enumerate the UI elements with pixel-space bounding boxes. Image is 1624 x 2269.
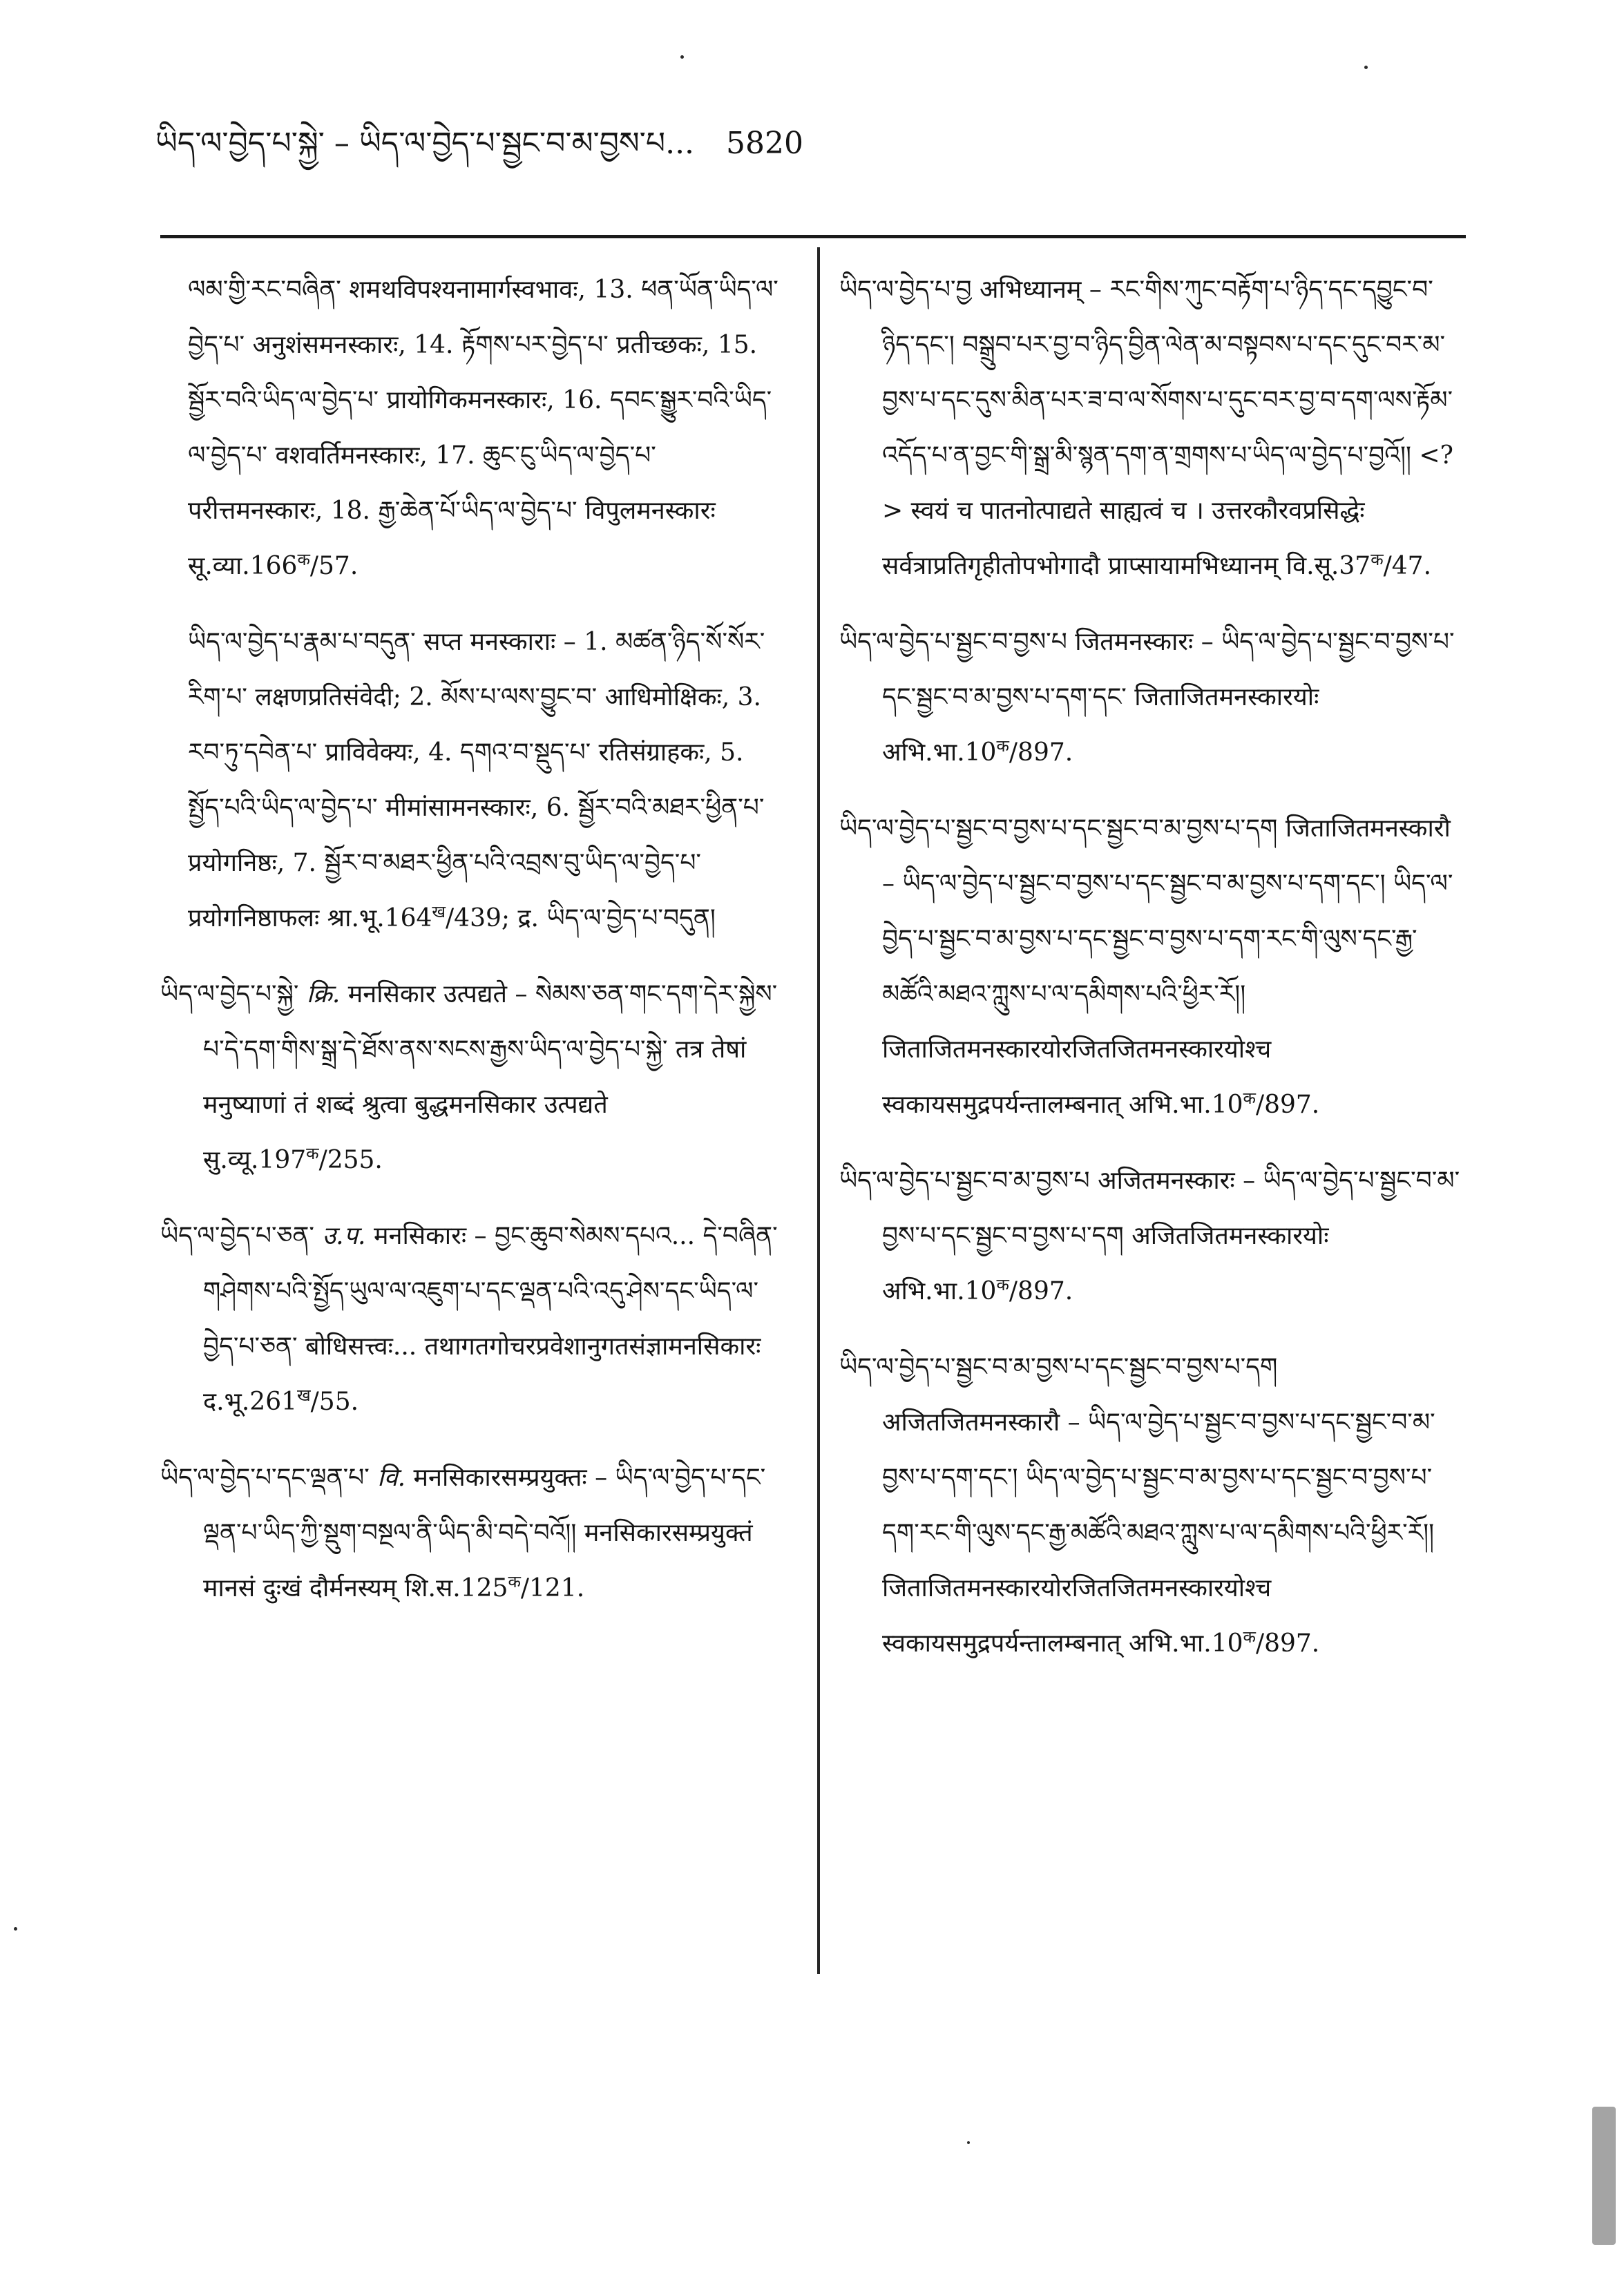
grammar-label: वि.	[377, 1464, 406, 1492]
headword: ཡིད་ལ་བྱེད་པ་སྦྱང་བ་བྱས་པ་དང་སྦྱང་བ་མ་བྱས་པ་དག	[839, 814, 1278, 843]
grammar-label: क्रि.	[306, 980, 341, 1008]
scan-speck	[967, 2141, 970, 2144]
headword: ཡིད་ལ་བྱེད་པ་དང་ལྡན་པ་	[160, 1464, 370, 1492]
headword: ཡིད་ལ་བྱེད་པ་སྦྱང་བ་བྱས་པ	[839, 628, 1067, 656]
entry-can: ཡིད་ལ་བྱེད་པ་ཅན་ उ.प. मनसिकारः – བྱང་ཆུབ་སེམས་དཔའ... དེ་བཞིན་གཤེགས་པའི་སྤྱོད་ཡུལ་ལ་འཇུག་པ་དང་ལྡན་པའི་འདུ་ཤེས་དང་ཡིད་ལ་བྱེད་པ་ཅན་ बोधिसत्त्वः... तथागतगोचरप्रवेशानुगतसंज्ञामनसिकारः $द.भू.261^ख/55$.	[160, 1222, 778, 1416]
entry-continuation: ལམ་གྱི་རང་བཞིན་ शमथविपश्यनामार्गस्वभावः, 13. ཕན་ཡོན་ཡིད་ལ་བྱེད་པ་ अनुशंसमनस्कारः, 14. རྟོགས་པར་བྱེད་པ་ प्रतीच्छकः, 15. སྦྱོར་བའི་ཡིད་ལ་བྱེད་པ་ प्रायोगिकमनस्कारः, 16. དབང་སྒྱུར་བའི་ཡིད་ལ་བྱེད་པ་ वशवर्तिमनस्कारः, 17. ཆུང་ངུ་ཡིད་ལ་བྱེད་པ་ परीत्तमनस्कारः, 18. རྒྱ་ཆེན་པོ་ཡིད་ལ་བྱེད་པ་ विपुलमनस्कारः $सू.व्या.166^क/57$.	[188, 276, 778, 580]
entry-ldan: ཡིད་ལ་བྱེད་པ་དང་ལྡན་པ་ वि. मनसिकारसम्प्रयुक्तः – ཡིད་ལ་བྱེད་པ་དང་ལྡན་པ་ཡིད་ཀྱི་སྡུག་བསྔལ་ནི་ཡིད་མི་བདེ་བའོ།། मनसिकारसम्प्रयुक्तं मानसं दुःखं दौर्मनस्यम् $शि.स.125^क/121$.	[160, 1464, 766, 1602]
scan-speck	[1364, 66, 1368, 69]
headword: ཡིད་ལ་བྱེད་པ་ཅན་	[160, 1222, 314, 1250]
grammar-label: उ.प.	[322, 1222, 366, 1250]
entry-ajita: ཡིད་ལ་བྱེད་པ་སྦྱང་བ་མ་བྱས་པ अजितमनस्कारः – ཡིད་ལ་བྱེད་པ་སྦྱང་བ་མ་བྱས་པ་དང་སྦྱང་བ་བྱས་པ་དག अजितजितमनस्कारयोः $अभि.भा.10^क/897$.	[839, 1167, 1460, 1305]
running-header	[155, 123, 874, 164]
scan-speck	[680, 55, 684, 59]
entry-seven-mental-activities: ཡིད་ལ་བྱེད་པ་རྣམ་པ་བདུན་ सप्त मनस्काराः – 1. མཚན་ཉིད་སོ་སོར་རིག་པ་ लक्षणप्रतिसंवेदी; 2. མོས་པ་ལས་བྱུང་བ་ आधिमोक्षिकः, 3. རབ་ཏུ་དབེན་པ་ प्राविवेक्यः, 4. དགའ་བ་སྡུད་པ་ रतिसंग्राहकः, 5. སྤྱོད་པའི་ཡིད་ལ་བྱེད་པ་ मीमांसामनस्कारः, 6. སྦྱོར་བའི་མཐར་ཕྱིན་པ་ प्रयोगनिष्ठः, 7. སྦྱོར་བ་མཐར་ཕྱིན་པའི་འབྲས་བུ་ཡིད་ལ་བྱེད་པ་ प्रयोगनिष्ठाफलः $श्रा.भू.164^ख/439$; द्र. ཡིད་ལ་བྱེད་པ་བདུན།	[188, 628, 765, 932]
headword: ཡིད་ལ་བྱེད་པ་བྱ	[839, 276, 972, 304]
entry-ajitajita: ཡིད་ལ་བྱེད་པ་སྦྱང་བ་མ་བྱས་པ་དང་སྦྱང་བ་བྱས་པ་དག अजितजितमनस्कारौ – ཡིད་ལ་བྱེད་པ་སྦྱང་བ་བྱས་པ་དང་སྦྱང་བ་མ་བྱས་པ་དག་དང་། ཡིད་ལ་བྱེད་པ་སྦྱང་བ་མ་བྱས་པ་དང་སྦྱང་བ་བྱས་པ་དག་རང་གི་ལུས་དང་རྒྱ་མཚོའི་མཐའ་ཀླུས་པ་ལ་དམིགས་པའི་ཕྱིར་རོ།། जिताजितमनस्कारयोरजितजितमनस्कारयोश्च स्वकायसमुद्रपर्यन्तालम्बनात् $अभि.भा.10^क/897$.	[839, 1353, 1435, 1658]
entry-jita: ཡིད་ལ་བྱེད་པ་སྦྱང་བ་བྱས་པ जितमनस्कारः – ཡིད་ལ་བྱེད་པ་སྦྱང་བ་བྱས་པ་དང་སྦྱང་བ་མ་བྱས་པ་དག་དང་ जिताजितमनस्कारयोः $अभि.भा.10^क/897$.	[839, 628, 1455, 767]
column-divider	[817, 247, 820, 1974]
scan-edge-noise	[1592, 2107, 1616, 2245]
headword: ཡིད་ལ་བྱེད་པ་སྦྱང་བ་མ་བྱས་པ་དང་སྦྱང་བ་བྱས་པ་དག	[839, 1353, 1278, 1381]
headword: ཡིད་ལ་བྱེད་པ་སྐྱེ་	[160, 980, 299, 1008]
scan-speck	[14, 1927, 17, 1931]
entry-bya: ཡིད་ལ་བྱེད་པ་བྱ अभिध्यानम् – རང་གིས་ཀུང་བརྟོག་པ་ཉིད་དང་དབྱུང་བ་ཉིད་དང་། བསྒྲུབ་པར་བྱ་བ་ཉིད་བྱིན་ལེན་མ་བསྟབས་པ་དང་དུང་བར་མ་བྱས་པ་དང་དུས་མིན་པར་ཟ་བ་ལ་སོགས་པ་དུང་བར་བྱ་བ་དག་ལས་རྟོམ་འདོད་པ་ན་བྱང་གི་སྒྲ་མི་སྙན་དག་ན་གྲགས་པ་ཡིད་ལ་བྱེད་པ་བྱའོ།། <?> स्वयं च पातनोत्पाद्यते साह्यत्वं च । उत्तरकौरवप्रसिद्धेः सर्वत्राप्रतिगृहीतोपभोगादौ प्राप्सायामभिध्यानम् $वि.सू.37^क/47$.	[839, 276, 1453, 580]
entry-skye: ཡིད་ལ་བྱེད་པ་སྐྱེ་ क्रि. मनसिकार उत्पद्यते – སེམས་ཅན་གང་དག་དེར་སྐྱེས་པ་དེ་དག་གིས་སྒྲ་དེ་ཐོས་ནས་སངས་རྒྱས་ཡིད་ལ་བྱེད་པ་སྐྱེ་ तत्र तेषां मनुष्याणां तं शब्दं श्रुत्वा बुद्धमनसिकार उत्पद्यते $सु.व्यू.197^क/255$.	[160, 980, 778, 1174]
page-number: 5820	[726, 126, 804, 161]
header-rule	[160, 235, 1466, 238]
header-headword-range: ཡིད་ལ་བྱེད་པ་སྐྱེ་ – ཡིད་ལ་བྱེད་པ་སྦྱང་བ་མ་བྱས་པ...	[155, 126, 695, 161]
right-column	[839, 262, 1461, 1692]
left-column	[160, 262, 782, 1637]
entry-jitajita: ཡིད་ལ་བྱེད་པ་སྦྱང་བ་བྱས་པ་དང་སྦྱང་བ་མ་བྱས་པ་དག जिताजितमनस्कारौ – ཡིད་ལ་བྱེད་པ་སྦྱང་བ་བྱས་པ་དང་སྦྱང་བ་མ་བྱས་པ་དག་དང་། ཡིད་ལ་བྱེད་པ་སྦྱང་བ་མ་བྱས་པ་དང་སྦྱང་བ་བྱས་པ་དག་རང་གི་ལུས་དང་རྒྱ་མཚོའི་མཐའ་ཀླུས་པ་ལ་དམིགས་པའི་ཕྱིར་རོ།། जिताजितमनस्कारयोरजितजितमनस्कारयोश्च स्वकायसमुद्रपर्यन्तालम्बनात् $अभि.भा.10^क/897$.	[839, 814, 1453, 1119]
headword: ཡིད་ལ་བྱེད་པ་སྦྱང་བ་མ་བྱས་པ	[839, 1167, 1090, 1195]
